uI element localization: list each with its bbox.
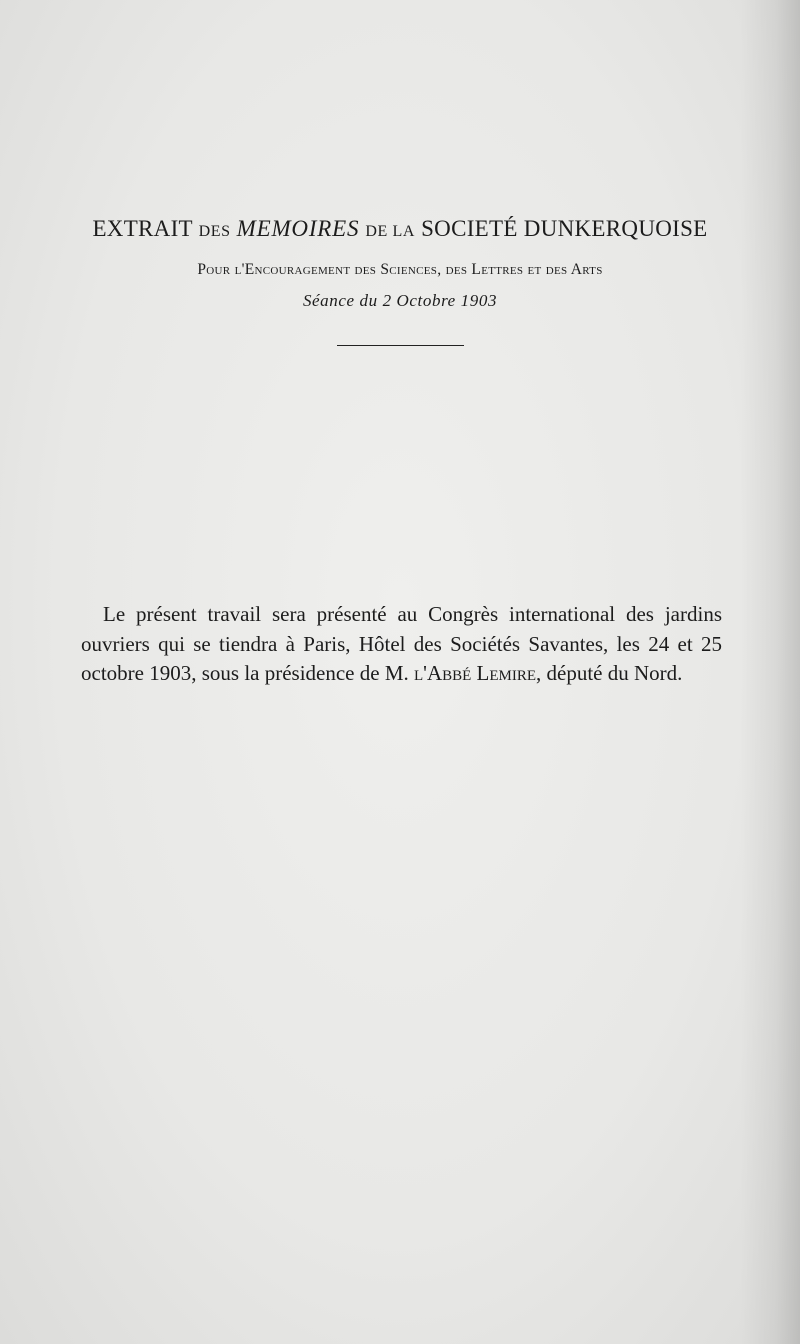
header-title-line xyxy=(0,214,800,247)
header-seance-date: Séance du 2 Octobre 1903 xyxy=(302,291,498,310)
page-edge-shadow xyxy=(740,0,800,1344)
divider-rule xyxy=(337,345,464,346)
notice-paragraph xyxy=(81,600,722,689)
header-des: DES xyxy=(198,223,231,240)
header-memoires: MEMOIRES xyxy=(236,216,360,241)
header-extrait: EXTRAIT xyxy=(92,216,193,241)
notice-president-name: l'Abbé Lemire xyxy=(414,661,537,685)
header-de-la: DE LA xyxy=(365,223,416,240)
notice-text: Le présent travail sera présenté au Congrès international des jardins ouvriers qui se tiendra à Paris, Hôtel des Sociétés Savantes, les 24 et 25 octobre 1903, sous la présidence de M. xyxy=(81,602,722,685)
extract-header xyxy=(0,214,800,313)
header-subtitle: Pour l'Encouragement des Sciences, des Lettres et des Arts xyxy=(197,261,603,278)
notice-text-end: , député du Nord. xyxy=(536,661,683,685)
header-societe: SOCIETÉ DUNKERQUOISE xyxy=(421,216,708,241)
